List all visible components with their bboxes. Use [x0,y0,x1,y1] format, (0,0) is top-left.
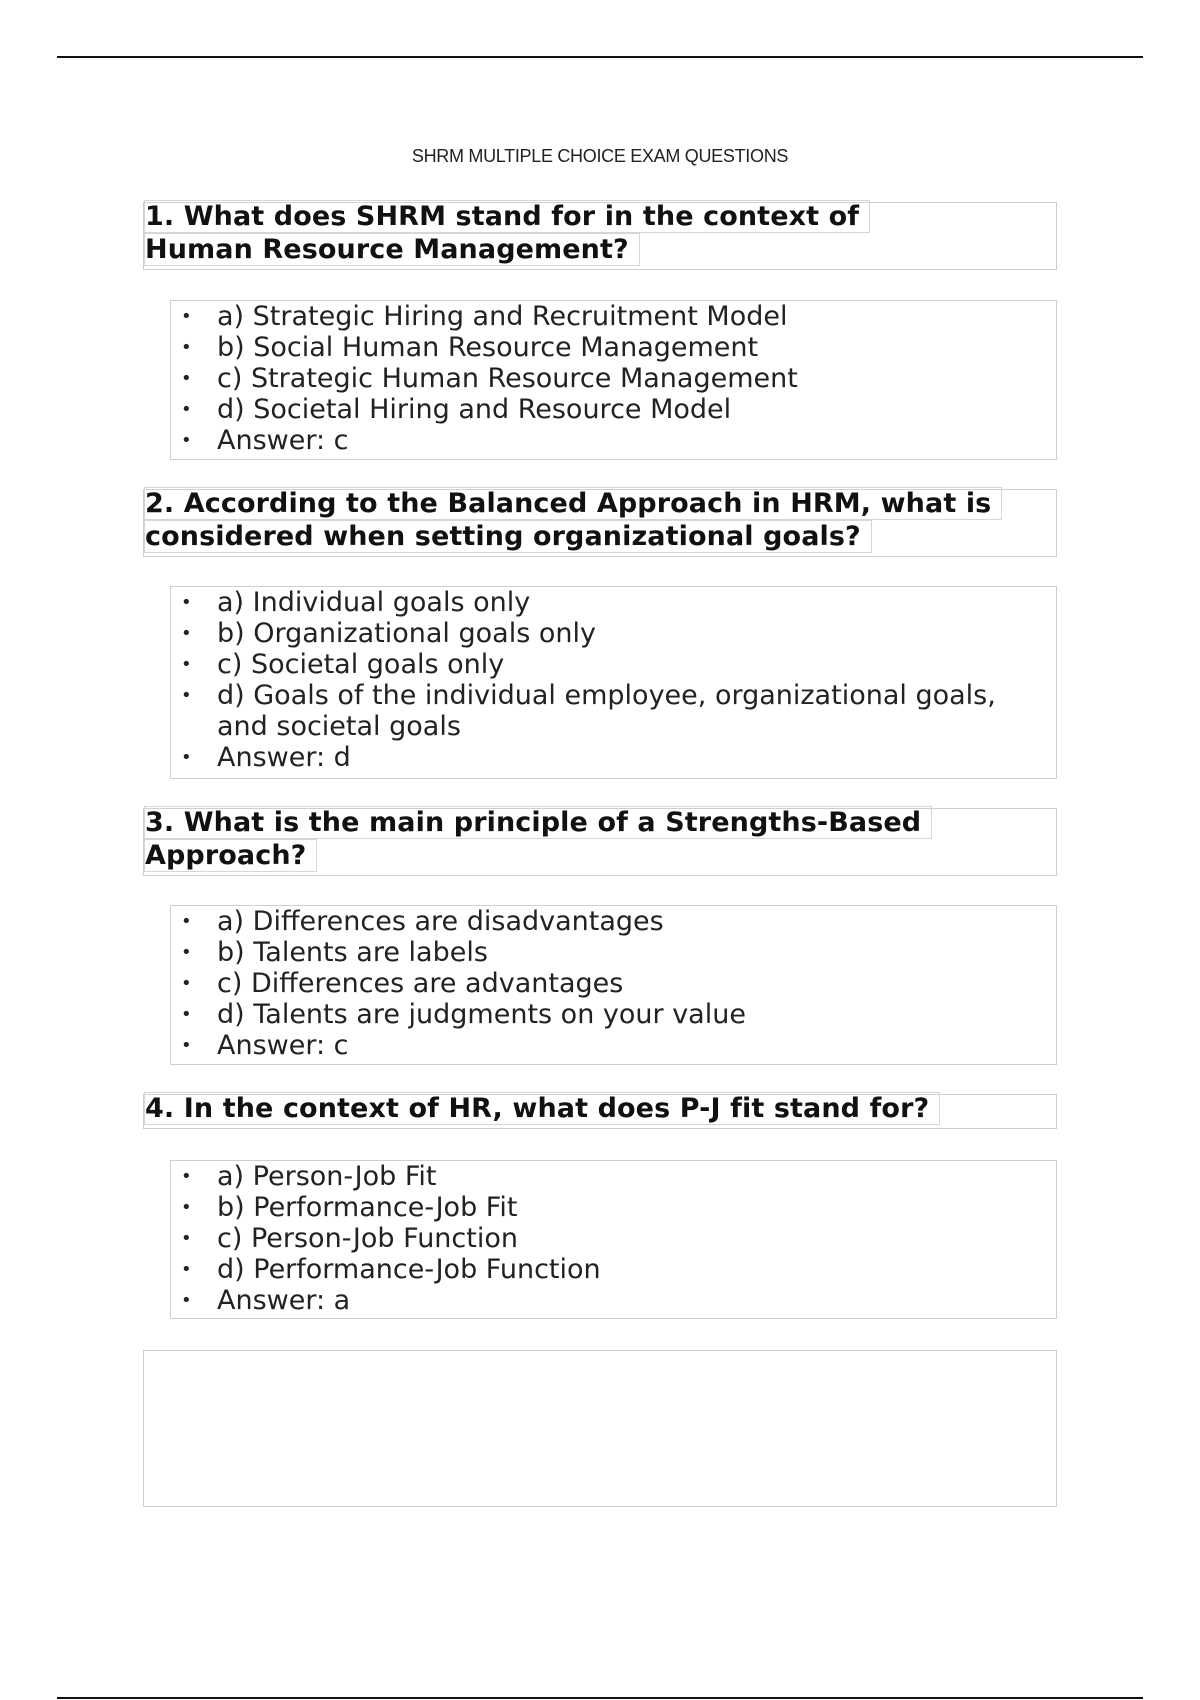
options-box-4 [170,1160,1057,1319]
empty-content-box [143,1350,1057,1507]
list-item: • c) Person-Job Function [181,1223,518,1254]
answer-item: • Answer: d [181,742,351,773]
top-rule [57,56,1143,58]
question-box-2 [143,489,1057,557]
list-item: • a) Person-Job Fit [181,1161,437,1192]
list-item: • d) Talents are judgments on your value [181,999,746,1030]
list-item: • b) Talents are labels [181,937,488,968]
question-text-3: 3. What is the main principle of a Strengths-Based Approach? [144,806,932,872]
question-box-1 [143,202,1057,270]
options-list-4 [171,1161,1056,1316]
options-box-3 [170,905,1057,1065]
options-box-1 [170,300,1057,460]
bottom-rule [57,1697,1143,1699]
list-item: • a) Strategic Hiring and Recruitment Model [181,301,788,332]
list-item: • c) Societal goals only [181,649,505,680]
answer-item: • Answer: a [181,1285,351,1316]
list-item: • d) Performance-Job Function [181,1254,601,1285]
options-box-2 [170,586,1057,779]
list-item: • b) Performance-Job Fit [181,1192,518,1223]
question-text-4: 4. In the context of HR, what does P-J fit stand for? [144,1092,940,1125]
answer-item: • Answer: c [181,425,349,456]
list-item: • b) Organizational goals only [181,618,596,649]
list-item: • d) Societal Hiring and Resource Model [181,394,732,425]
answer-item: • Answer: c [181,1030,349,1061]
list-item: • a) Differences are disadvantages [181,906,664,937]
options-list-1 [171,301,1056,456]
page-title: SHRM MULTIPLE CHOICE EXAM QUESTIONS [411,146,789,166]
question-box-4 [143,1094,1057,1129]
list-item: • a) Individual goals only [181,587,531,618]
options-list-3 [171,906,1056,1061]
list-item: • b) Social Human Resource Management [181,332,759,363]
question-text-1: 1. What does SHRM stand for in the context of Human Resource Management? [144,200,870,266]
options-list-2 [171,587,1056,773]
list-item: • c) Strategic Human Resource Management [181,363,798,394]
question-text-2: 2. According to the Balanced Approach in HRM, what is considered when setting organizational goals? [144,487,1002,553]
question-box-3 [143,808,1057,876]
list-item: • d) Goals of the individual employee, organizational goals, and societal goals [181,680,996,742]
list-item: • c) Differences are advantages [181,968,624,999]
